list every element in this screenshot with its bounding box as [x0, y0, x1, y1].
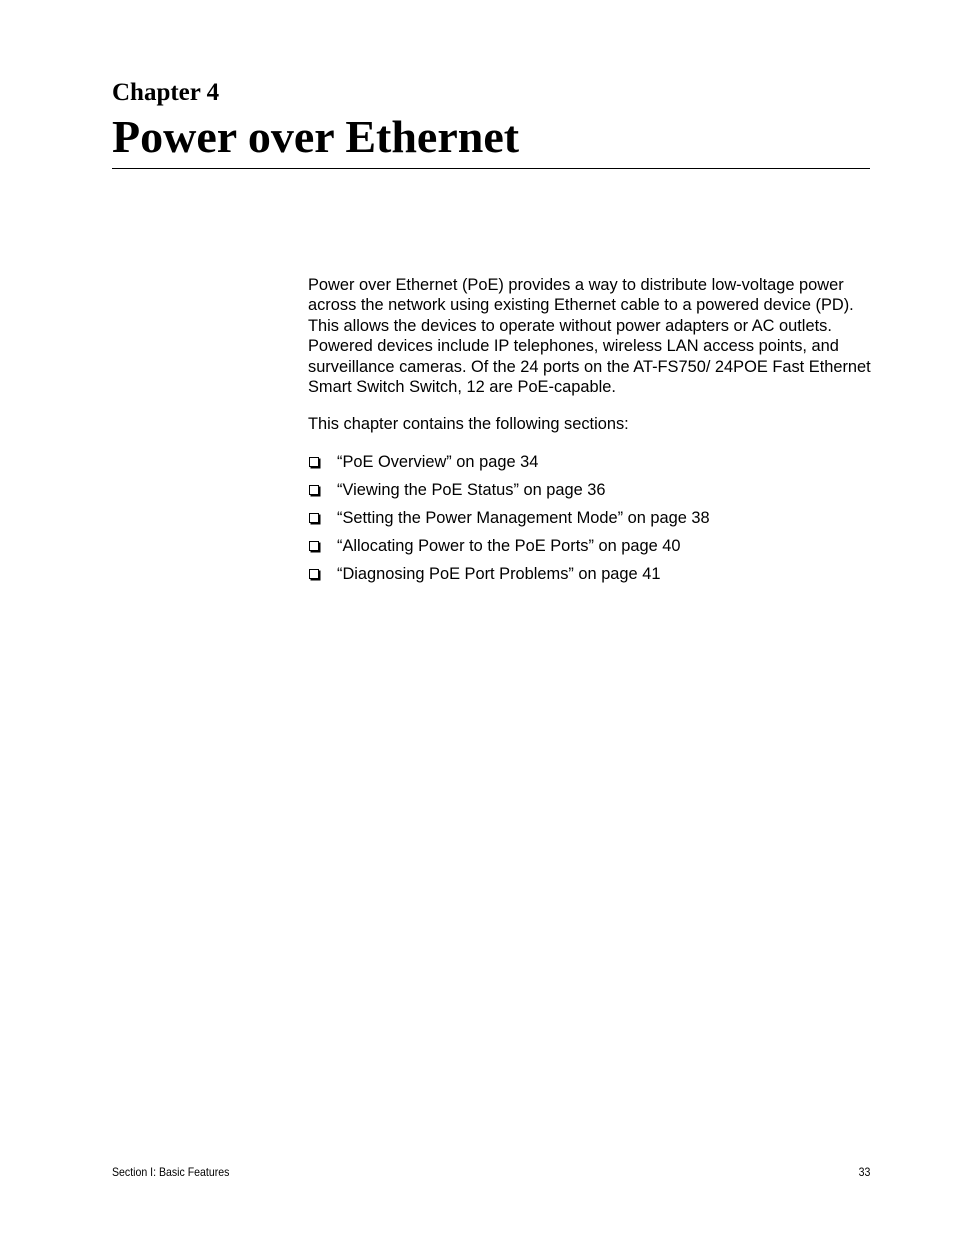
footer-section-name: Section I: Basic Features: [112, 1165, 230, 1179]
section-list: [308, 452, 873, 592]
chapter-title: Power over Ethernet: [112, 111, 520, 162]
list-item[interactable]: [308, 508, 873, 536]
section-link[interactable]: “Viewing the PoE Status” on page 36: [337, 481, 606, 499]
footer-page-number: 33: [858, 1165, 870, 1179]
list-item[interactable]: [308, 452, 873, 480]
checkbox-icon: [309, 541, 319, 551]
list-item[interactable]: [308, 536, 873, 564]
list-item[interactable]: [308, 480, 873, 508]
chapter-label: Chapter 4: [112, 79, 220, 106]
sections-lead: This chapter contains the following sections:: [308, 415, 629, 433]
checkbox-icon: [309, 485, 319, 495]
checkbox-icon: [309, 457, 319, 467]
intro-paragraph: Power over Ethernet (PoE) provides a way to distribute low-voltage power across the network using existing Ethernet cable to a powered device (PD). This allows the devices to operate without power adapters or AC outlets. Powered devices include IP telephones, wireless LAN access points, and surveillance cameras. Of the 24 ports on the AT-FS750/ 24POE Fast Ethernet Smart Switch Switch, 12 are PoE-capable.: [308, 276, 871, 397]
checkbox-icon: [309, 569, 319, 579]
section-link[interactable]: “PoE Overview” on page 34: [337, 453, 539, 471]
title-divider: [112, 168, 870, 169]
section-link[interactable]: “Allocating Power to the PoE Ports” on page 40: [337, 537, 681, 555]
list-item[interactable]: [308, 564, 873, 592]
section-link[interactable]: “Setting the Power Management Mode” on page 38: [337, 509, 710, 527]
section-link[interactable]: “Diagnosing PoE Port Problems” on page 41: [337, 565, 661, 583]
checkbox-icon: [309, 513, 319, 523]
